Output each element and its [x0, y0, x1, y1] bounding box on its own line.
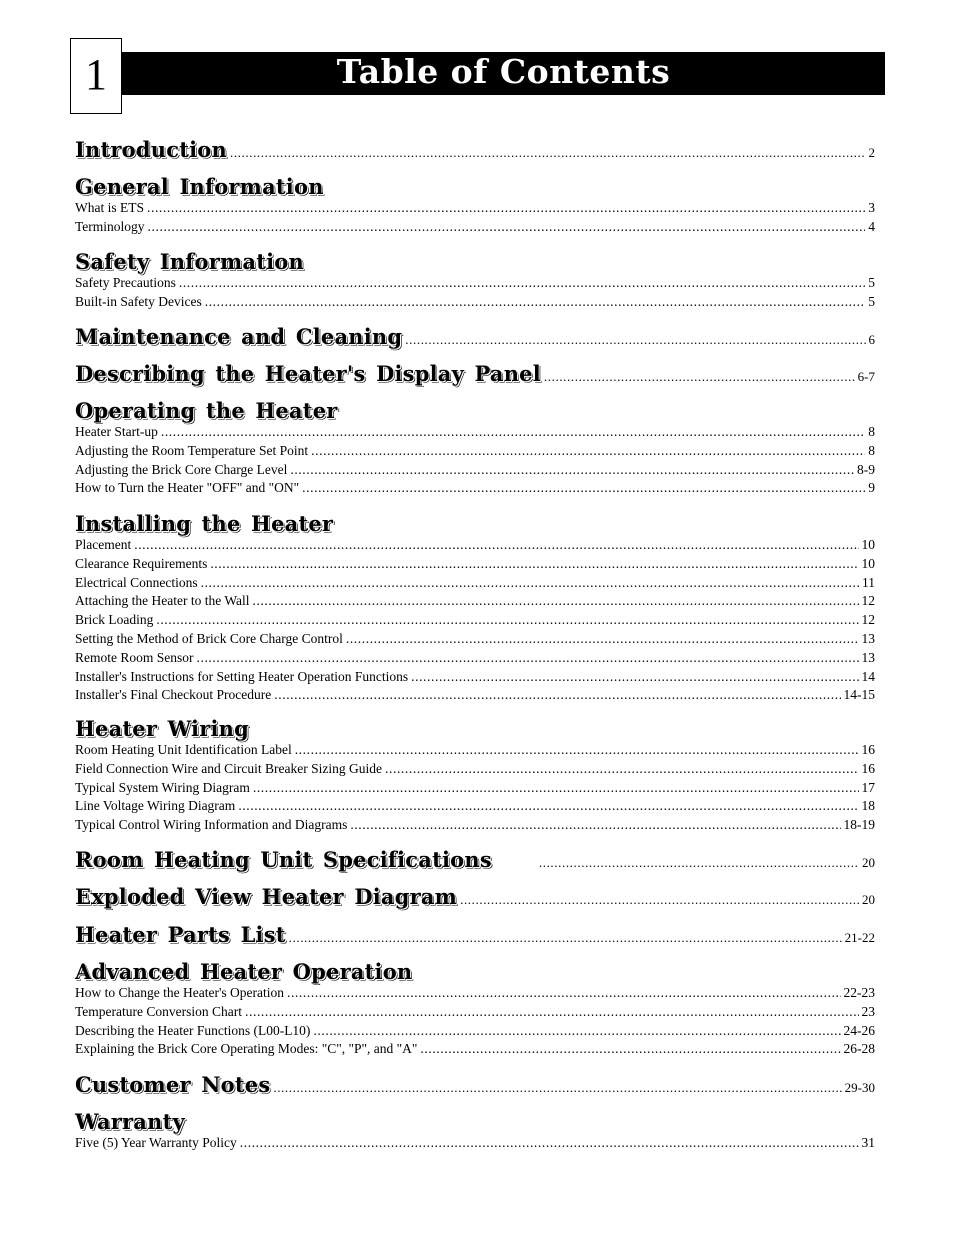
dot-leader — [539, 856, 859, 869]
toc-page-number: 14 — [861, 668, 875, 684]
toc-entry-label: Brick Loading — [75, 612, 154, 628]
dot-leader — [460, 893, 859, 906]
toc-page-number: 2 — [868, 145, 875, 160]
toc-heading-label: Maintenance and Cleaning — [75, 324, 403, 349]
dot-leader — [252, 594, 858, 608]
dot-leader — [134, 538, 858, 552]
dot-leader — [201, 576, 859, 590]
toc-page-number: 11 — [862, 574, 875, 590]
toc-heading[interactable] — [75, 361, 875, 386]
toc-heading-label: General Information — [75, 174, 324, 199]
toc-page-number: 23 — [861, 1003, 875, 1019]
toc-entry[interactable] — [75, 424, 875, 440]
dot-leader — [230, 146, 866, 159]
toc-heading[interactable] — [75, 398, 875, 423]
dot-leader — [295, 743, 859, 757]
dot-leader — [302, 481, 865, 495]
toc-entry-label: Explaining the Brick Core Operating Modes: "C", "P", and "A" — [75, 1041, 418, 1057]
toc-entry[interactable] — [75, 1135, 875, 1151]
dot-leader — [197, 651, 859, 665]
toc-entry[interactable] — [75, 219, 875, 235]
toc-entry[interactable] — [75, 669, 875, 685]
toc-page-number: 20 — [862, 892, 875, 907]
toc-page-number: 10 — [861, 555, 875, 571]
dot-leader — [245, 1005, 858, 1019]
toc-heading-label: Warranty — [75, 1109, 185, 1134]
toc-page-number: 9 — [868, 480, 875, 496]
dot-leader — [287, 986, 841, 1000]
toc-entry[interactable] — [75, 687, 875, 703]
toc-entry[interactable] — [75, 761, 875, 777]
dot-leader — [385, 762, 858, 776]
toc-heading[interactable] — [75, 1109, 875, 1134]
toc-heading[interactable] — [75, 249, 875, 274]
dot-leader — [290, 463, 854, 477]
toc-entry-label: Attaching the Heater to the Wall — [75, 593, 250, 609]
toc-page-number: 18 — [861, 798, 875, 814]
toc-heading[interactable] — [75, 137, 875, 162]
dot-leader — [405, 333, 865, 346]
dot-leader — [148, 220, 866, 234]
toc-heading-label: Describing the Heater's Display Panel — [75, 361, 541, 386]
toc-entry[interactable] — [75, 593, 875, 609]
dot-leader — [313, 1024, 840, 1038]
dot-leader — [273, 1081, 841, 1094]
toc-heading-label: Operating the Heater — [75, 398, 338, 423]
toc-heading[interactable] — [75, 1072, 875, 1097]
toc-entry-label: Typical System Wiring Diagram — [75, 779, 250, 795]
toc-entry-label: Adjusting the Room Temperature Set Point — [75, 442, 309, 458]
toc-heading-label: Introduction — [75, 137, 227, 162]
toc-page-number: 13 — [861, 631, 875, 646]
toc-heading-label: Room Heating Unit Specifications — [75, 847, 492, 872]
toc-page-number: 18-19 — [843, 817, 875, 833]
dot-leader — [156, 613, 858, 627]
dot-leader — [289, 931, 842, 944]
toc-entry[interactable] — [75, 537, 875, 553]
toc-page-number: 8 — [868, 442, 875, 458]
toc-heading-label: Safety Information — [75, 249, 304, 274]
toc-heading[interactable] — [75, 959, 875, 984]
toc-entry-label: Adjusting the Brick Core Charge Level — [75, 461, 288, 477]
dot-leader — [350, 818, 840, 832]
dot-leader — [411, 670, 858, 684]
toc-page-number: 5 — [868, 293, 875, 309]
toc-page-number: 6 — [868, 332, 875, 347]
toc-heading-label: Customer Notes — [75, 1072, 271, 1097]
toc-entry[interactable] — [75, 556, 875, 572]
toc-entry[interactable] — [75, 1004, 875, 1020]
toc-entry-label: Describing the Heater Functions (L00-L10) — [75, 1022, 311, 1038]
toc-entry-label: Placement — [75, 537, 132, 552]
toc-heading[interactable] — [75, 511, 875, 536]
toc-page-number: 8-9 — [857, 461, 875, 477]
dot-leader — [238, 799, 858, 813]
toc-entry-label: What is ETS — [75, 200, 144, 215]
toc-page-number: 26-28 — [843, 1041, 875, 1057]
dot-leader — [346, 632, 859, 646]
toc-entry-label: Heater Start-up — [75, 424, 158, 439]
toc-page-number: 22-23 — [843, 985, 875, 1000]
dot-leader — [240, 1136, 859, 1150]
toc-entry-label: Installer's Final Checkout Procedure — [75, 687, 272, 703]
toc-entry-label: Line Voltage Wiring Diagram — [75, 798, 236, 814]
toc-page-number: 24-26 — [843, 1022, 875, 1038]
toc-page-number: 21-22 — [844, 930, 875, 945]
toc-entry[interactable] — [75, 798, 875, 814]
toc-entry[interactable] — [75, 780, 875, 796]
toc-entry[interactable] — [75, 985, 875, 1001]
toc-heading[interactable] — [75, 716, 875, 741]
dot-leader — [179, 276, 865, 290]
toc-entry-label: Installer's Instructions for Setting Heater Operation Functions — [75, 668, 409, 684]
toc-entry[interactable] — [75, 650, 875, 666]
toc-page-number: 29-30 — [844, 1080, 875, 1095]
toc-page-number: 8 — [868, 424, 875, 439]
dot-leader — [253, 781, 859, 795]
dot-leader — [161, 425, 865, 439]
toc-entry-label: Electrical Connections — [75, 574, 198, 590]
toc-heading[interactable] — [75, 174, 875, 199]
toc-entry-label: Clearance Requirements — [75, 555, 208, 571]
toc-entry-label: How to Turn the Heater "OFF" and "ON" — [75, 480, 300, 496]
dot-leader — [544, 370, 855, 383]
toc-entry[interactable] — [75, 462, 875, 478]
toc-entry[interactable] — [75, 1041, 875, 1057]
toc-entry-label: Typical Control Wiring Information and Diagrams — [75, 817, 348, 833]
toc-page-number: 12 — [861, 593, 875, 609]
toc-page-number: 13 — [861, 649, 875, 665]
dot-leader — [210, 557, 858, 571]
dot-leader — [274, 688, 840, 702]
toc-entry[interactable] — [75, 612, 875, 628]
dot-leader — [420, 1042, 840, 1056]
toc-entry[interactable] — [75, 631, 875, 647]
toc-page-number: 31 — [861, 1135, 875, 1150]
toc-heading[interactable] — [75, 847, 875, 872]
toc-heading-label: Advanced Heater Operation — [75, 959, 413, 984]
toc-page-number: 6-7 — [857, 369, 875, 384]
toc-entry[interactable] — [75, 480, 875, 496]
toc-entry[interactable] — [75, 1023, 875, 1039]
toc-entry-label: Remote Room Sensor — [75, 649, 194, 665]
toc-page-number: 4 — [868, 218, 875, 234]
toc-entry-label: Temperature Conversion Chart — [75, 1003, 243, 1019]
toc-page-number: 10 — [861, 537, 875, 552]
toc-heading-label: Exploded View Heater Diagram — [75, 884, 458, 909]
toc-entry-label: Safety Precautions — [75, 275, 176, 290]
toc-entry-label: Field Connection Wire and Circuit Breaker Sizing Guide — [75, 760, 383, 776]
toc-page-number: 5 — [868, 275, 875, 290]
toc-entry-label: Room Heating Unit Identification Label — [75, 742, 292, 757]
dot-leader — [311, 444, 865, 458]
toc-entry[interactable] — [75, 294, 875, 310]
toc-heading-label: Heater Wiring — [75, 716, 250, 741]
toc-heading[interactable] — [75, 922, 875, 947]
dot-leader — [147, 201, 865, 215]
toc-entry-label: How to Change the Heater's Operation — [75, 985, 284, 1000]
toc-entry[interactable] — [75, 200, 875, 216]
toc-page-number: 16 — [861, 760, 875, 776]
dot-leader — [205, 295, 866, 309]
toc-entry-label: Terminology — [75, 218, 145, 234]
page-title: Table of Contents — [336, 52, 671, 91]
toc-heading-label: Installing the Heater — [75, 511, 334, 536]
chapter-number: 1 — [85, 50, 107, 99]
toc-page-number: 20 — [862, 855, 875, 870]
toc-page-number: 12 — [861, 612, 875, 628]
toc-page-number: 17 — [861, 779, 875, 795]
toc-heading[interactable] — [75, 324, 875, 349]
toc-page-number: 16 — [861, 742, 875, 757]
toc-entry[interactable] — [75, 575, 875, 591]
toc-heading-label: Heater Parts List — [75, 922, 286, 947]
toc-entry[interactable] — [75, 742, 875, 758]
chapter-number-box — [70, 38, 122, 114]
toc-entry-label: Setting the Method of Brick Core Charge Control — [75, 631, 343, 646]
toc-entry[interactable] — [75, 275, 875, 291]
toc-page-number: 14-15 — [843, 687, 875, 703]
toc-page-number: 3 — [868, 200, 875, 215]
title-bar — [122, 52, 885, 95]
toc-entry[interactable] — [75, 817, 875, 833]
toc-entry-label: Five (5) Year Warranty Policy — [75, 1135, 237, 1150]
toc-entry-label: Built-in Safety Devices — [75, 293, 202, 309]
toc-entry[interactable] — [75, 443, 875, 459]
toc-heading[interactable] — [75, 884, 875, 909]
